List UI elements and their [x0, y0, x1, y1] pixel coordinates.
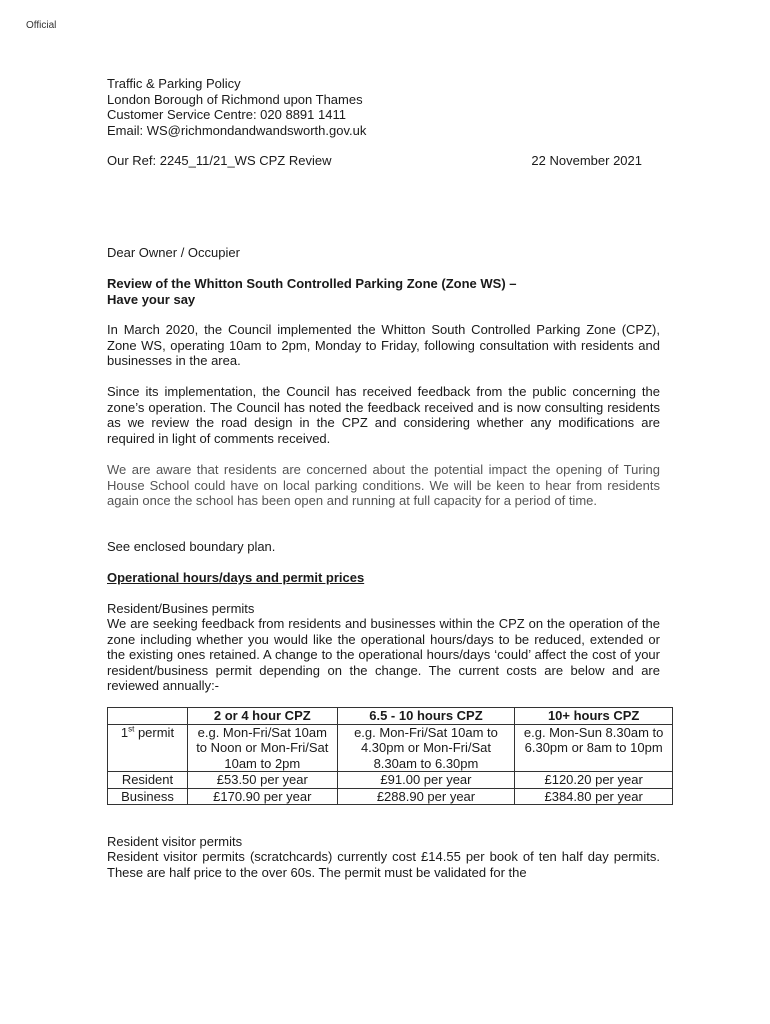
- table-cell: £384.80 per year: [515, 788, 673, 805]
- reference: Our Ref: 2245_11/21_WS CPZ Review: [107, 153, 332, 168]
- permits-subheading: Resident/Busines permits: [107, 601, 255, 616]
- table-cell: e.g. Mon-Fri/Sat 10am to Noon or Mon-Fri/Sat 10am to 2pm: [187, 724, 337, 772]
- permit-price-table-wrap: [107, 707, 664, 805]
- table-row: [108, 724, 673, 772]
- sender-dept: Traffic & Parking Policy: [107, 76, 241, 91]
- subject: [107, 276, 660, 307]
- table-cell: £170.90 per year: [187, 788, 337, 805]
- reference-row: [107, 153, 642, 169]
- table-cell: e.g. Mon-Sun 8.30am to 6.30pm or 8am to 10pm: [515, 724, 673, 772]
- section-heading: Operational hours/days and permit prices: [107, 570, 365, 585]
- table-header-cell: 6.5 - 10 hours CPZ: [337, 708, 515, 725]
- sender-phone: Customer Service Centre: 020 8891 1411: [107, 107, 346, 122]
- table-row: [108, 772, 673, 789]
- table-corner-cell: [108, 708, 188, 725]
- table-cell: £91.00 per year: [337, 772, 515, 789]
- subject-line-2: Have your say: [107, 291, 196, 307]
- table-row-label: Resident: [108, 772, 188, 789]
- paragraph-4: See enclosed boundary plan.: [107, 539, 276, 554]
- sender-address: [107, 76, 660, 138]
- visitor-paragraph: Resident visitor permits (scratchcards) currently cost £14.55 per book of ten half day permits. These are half price to the over 60s. The permit must be validated for the: [107, 849, 660, 880]
- sender-borough: London Borough of Richmond upon Thames: [107, 91, 363, 107]
- paragraph-2: Since its implementation, the Council has received feedback from the public concerning the zone’s operation. The Council has noted the feedback received and is now consulting residents as we review the road design in the CPZ and considering whether any modifications are required in light of comments received.: [107, 384, 660, 446]
- table-cell: £120.20 per year: [515, 772, 673, 789]
- first-permit-label: 1st permit: [108, 724, 188, 772]
- visitor-subheading: Resident visitor permits: [107, 834, 243, 849]
- table-row: [108, 788, 673, 805]
- table-cell: £53.50 per year: [187, 772, 337, 789]
- subject-line-1: Review of the Whitton South Controlled Parking Zone (Zone WS) –: [107, 276, 517, 291]
- letter-date: 22 November 2021: [531, 153, 642, 168]
- table-header-cell: 2 or 4 hour CPZ: [187, 708, 337, 725]
- table-row-label: Business: [108, 788, 188, 805]
- table-cell: £288.90 per year: [337, 788, 515, 805]
- table-header-row: [108, 708, 673, 725]
- table-cell: e.g. Mon-Fri/Sat 10am to 4.30pm or Mon-Fri/Sat 8.30am to 6.30pm: [337, 724, 515, 772]
- salutation: Dear Owner / Occupier: [107, 245, 240, 260]
- classification-label: Official: [26, 20, 57, 31]
- paragraph-3: We are aware that residents are concerned about the potential impact the opening of Turing House School could have on local parking conditions. We will be keen to hear from residents again once the school has been open and running at full capacity for a period of time.: [107, 462, 660, 508]
- permit-price-table: [107, 707, 673, 805]
- permits-paragraph: We are seeking feedback from residents and businesses within the CPZ on the operation of the zone including whether you would like the operational hours/days to be reduced, extended or the existing ones retained. A change to the operational hours/days ‘could’ affect the cost of your resident/business permit depending on the change. The current costs are below and are reviewed annually:-: [107, 616, 660, 693]
- table-header-cell: 10+ hours CPZ: [515, 708, 673, 725]
- paragraph-1: In March 2020, the Council implemented the Whitton South Controlled Parking Zone (CPZ), Zone WS, operating 10am to 2pm, Monday to Friday, following consultation with residents and businesses in the area.: [107, 322, 660, 368]
- sender-email: Email: WS@richmondandwandsworth.gov.uk: [107, 122, 367, 138]
